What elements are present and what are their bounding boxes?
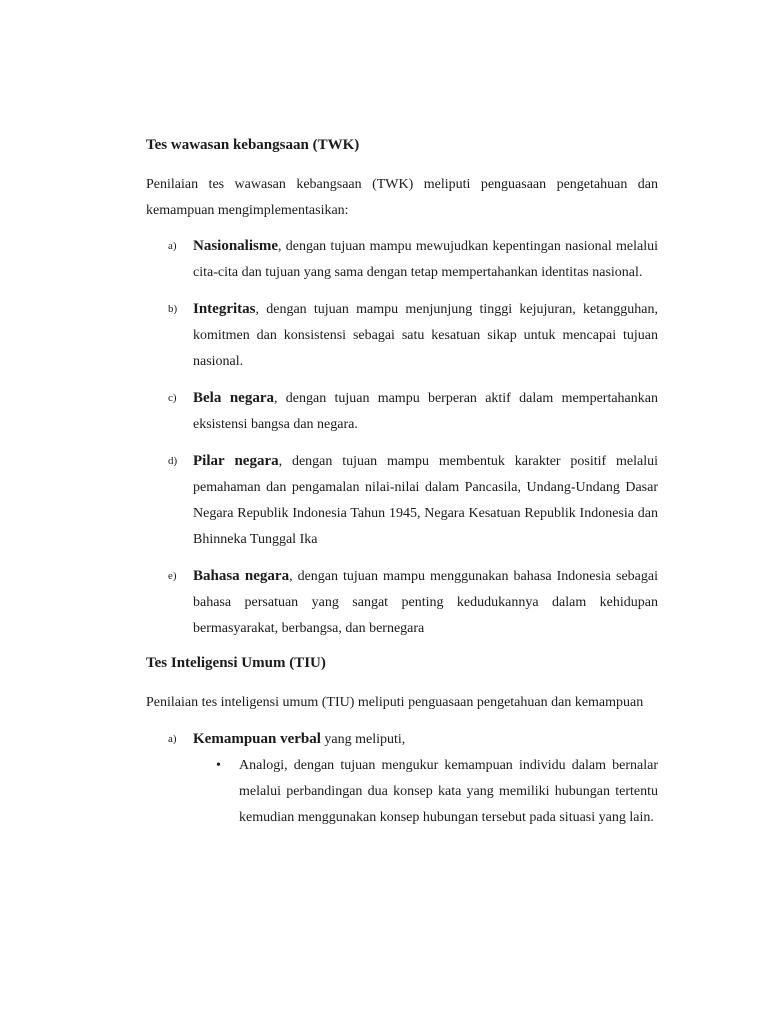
term-integritas: Integritas <box>193 301 256 317</box>
twk-intro: Penilaian tes wawasan kebangsaan (TWK) meliputi penguasaan pengetahuan dan kemampuan mengimplementasikan: <box>146 177 658 218</box>
term-bela-negara: Bela negara <box>193 390 274 406</box>
document-page <box>146 134 658 831</box>
list-marker: a) <box>168 732 177 745</box>
list-marker: e) <box>168 570 177 582</box>
tiu-heading: Tes Inteligensi Umum (TIU) <box>146 655 326 671</box>
tiu-item-kemampuan-verbal <box>146 726 658 753</box>
tiu-sub-list <box>146 753 658 831</box>
twk-item-bela-negara <box>146 385 658 438</box>
item-text: , dengan tujuan mampu mewujudkan kepentingan nasional melalui cita-cita dan tujuan yang sama dengan tetap mempertahankan identitas nasional. <box>193 239 658 280</box>
twk-item-bahasa-negara <box>146 563 658 642</box>
term-kemampuan-verbal: Kemampuan verbal <box>193 730 321 747</box>
tiu-intro: Penilaian tes inteligensi umum (TIU) meliputi penguasaan pengetahuan dan kemampuan <box>146 695 644 710</box>
item-text: , dengan tujuan mampu berperan aktif dalam mempertahankan eksistensi bangsa dan negara. <box>193 391 658 432</box>
item-text: , dengan tujuan mampu menjunjung tinggi kejujuran, ketangguhan, komitmen dan konsistensi sebagai satu kesatuan sikap untuk mencapai tujuan nasional. <box>193 302 658 369</box>
sub-item-text: Analogi, dengan tujuan mengukur kemampuan individu dalam bernalar melalui perbandingan dua konsep kata yang memiliki hubungan tertentu kemudian menggunakan konsep hubungan tersebut pada situasi yang lain. <box>239 757 658 825</box>
term-nasionalisme: Nasionalisme <box>193 238 279 254</box>
item-text: yang meliputi, <box>320 731 406 747</box>
list-marker: c) <box>168 392 177 404</box>
tiu-list <box>146 726 658 753</box>
twk-item-integritas <box>146 296 658 375</box>
list-marker: d) <box>168 455 178 467</box>
term-pilar-negara: Pilar negara <box>193 453 279 469</box>
sub-item-analogi <box>146 753 658 831</box>
twk-item-nasionalisme <box>146 233 658 286</box>
item-text: , dengan tujuan mampu menggunakan bahasa Indonesia sebagai bahasa persatuan yang sangat penting kedudukannya dalam kehidupan bermasyarakat, berbangsa, dan bernegara <box>193 569 658 636</box>
twk-list <box>146 233 658 642</box>
item-text: , dengan tujuan mampu membentuk karakter positif melalui pemahaman dan pengamalan nilai-nilai dalam Pancasila, Undang-Undang Dasar Negara Republik Indonesia Tahun 1945, Negara Kesatuan Republik Indonesia dan Bhinneka Tunggal Ika <box>193 454 658 547</box>
list-marker: b) <box>168 303 178 315</box>
bullet-icon: • <box>216 757 221 773</box>
list-marker: a) <box>168 240 177 252</box>
term-bahasa-negara: Bahasa negara <box>193 568 290 584</box>
twk-heading: Tes wawasan kebangsaan (TWK) <box>146 137 360 153</box>
twk-item-pilar-negara <box>146 448 658 553</box>
